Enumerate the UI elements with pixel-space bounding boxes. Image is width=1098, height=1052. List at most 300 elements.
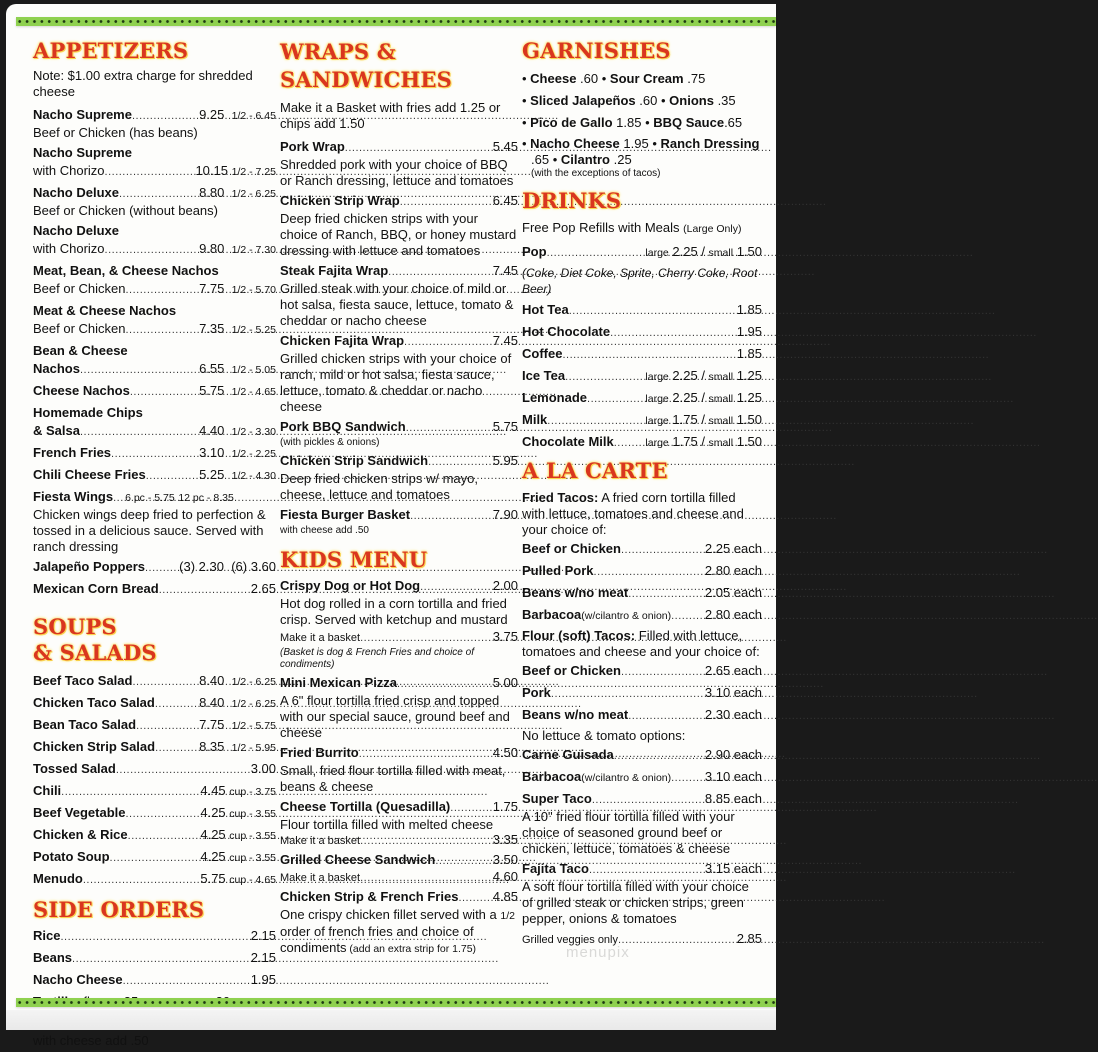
item-cup-price: cup - 3.55 (229, 830, 276, 842)
leader-dots (621, 541, 705, 559)
item-price: 2.80 each (704, 563, 762, 578)
leader-dots (400, 193, 493, 211)
heading-line: SANDWICHES (280, 67, 452, 92)
item-half-price: 1/2 - 4.65 (231, 386, 276, 398)
item-price: 5.45 (492, 139, 518, 154)
column-left (33, 38, 276, 1052)
leader-dots (360, 629, 493, 647)
item-price: 8.35 (199, 739, 225, 754)
taco-item (522, 930, 762, 949)
leader-dots (404, 333, 493, 351)
item-extra: (w/cilantro & onion) (581, 772, 672, 784)
flour-tacos-intro (522, 628, 762, 660)
garnish-price: .60 (639, 93, 658, 108)
menu-item (33, 971, 276, 990)
menu-item (33, 444, 276, 463)
menu-item (33, 404, 276, 441)
leader-dots (587, 390, 645, 408)
leader-dots (61, 783, 200, 801)
menu-item (33, 826, 276, 845)
size-label: large (645, 415, 669, 427)
garnish-line: • Nacho Cheese 1.95 • Ranch Dressing .65 • Cilantro .25 (522, 136, 760, 167)
leader-dots (671, 769, 705, 787)
drink-item: Milk ..... large 1.75 / small 1.50 (522, 411, 762, 430)
item-note: (with pickles & onions) (280, 437, 380, 448)
menu-item (280, 418, 518, 449)
item-name: Crispy Dog or Hot Dog (280, 578, 421, 593)
item-cup-price: cup - 3.55 (229, 808, 276, 820)
menu-item (280, 744, 518, 795)
menu-item (33, 184, 276, 219)
menu-item (33, 106, 276, 141)
taco-item (522, 606, 762, 625)
drinks-heading: DRINKS (522, 188, 622, 213)
appetizers-heading: APPETIZERS (33, 38, 189, 63)
item-desc: with cheese add .50 (33, 1033, 149, 1048)
intro-label: Fried Tacos: (522, 490, 599, 505)
menu-item (33, 262, 276, 299)
menu-item (280, 798, 518, 848)
menu-item (33, 782, 276, 801)
garnish-name: Sliced Jalapeños (530, 93, 636, 108)
item-name: Pulled Pork (522, 563, 594, 578)
item-price: 8.80 (199, 185, 225, 200)
item-price: 6.55 (199, 361, 225, 376)
item-name: Pork Wrap (280, 139, 345, 154)
leader-dots (83, 871, 201, 889)
leader-dots (145, 559, 179, 577)
item-name: Grilled veggies only (522, 934, 618, 946)
leader-dots (547, 244, 646, 262)
menu-item (33, 222, 276, 259)
soups-heading (33, 614, 276, 666)
item-name: Cheese Tortilla (Quesadilla) (280, 799, 451, 814)
garnishes-section (522, 38, 762, 180)
taco-item (522, 706, 762, 725)
item-price: 2.80 each (704, 607, 762, 622)
leader-dots (155, 695, 199, 713)
leader-dots (551, 685, 705, 703)
item-half-price: 1/2 - 7.30 (231, 244, 276, 256)
item-price: 4.45 (200, 783, 226, 798)
size-label: small (708, 371, 734, 383)
item-name: Beef Taco Salad (33, 673, 133, 688)
item-subline: with Chorizo (33, 241, 105, 256)
leader-dots (410, 507, 493, 525)
top-dotted-border (16, 17, 776, 26)
leader-dots (592, 791, 705, 809)
heading-line: & SALADS (33, 640, 157, 665)
item-price: 7.75 (199, 717, 225, 732)
leader-dots (128, 827, 201, 845)
item-name: Beans (33, 950, 73, 965)
wraps-note: Make it a Basket with fries add 1.25 or chips add 1.50 (280, 100, 501, 131)
item-half-price: 1/2 - 5.05 (231, 364, 276, 376)
item-price: 7.45 (492, 263, 518, 278)
pop-flavors: (Coke, Diet Coke, Sprite, Cherry Coke, Root Beer) (522, 266, 758, 296)
garnish-price: .65 (531, 152, 550, 167)
item-name: Fiesta Wings (33, 489, 114, 504)
small-price: 1.50 (736, 434, 762, 449)
item-name: Chicken Strip Salad (33, 739, 156, 754)
item-price: 7.90 (492, 507, 518, 522)
basket-price: 3.75 (492, 629, 518, 644)
item-price: 9.25 (199, 107, 225, 122)
menu-item (280, 332, 518, 415)
leader-dots (146, 467, 199, 485)
item-cup-price: cup - 4.65 (229, 874, 276, 886)
garnish-line: • Sliced Jalapeños .60 • Onions .35 (522, 93, 736, 108)
item-name: Milk (522, 412, 548, 427)
leader-dots (345, 139, 493, 157)
column-middle (280, 38, 518, 960)
menu-item (280, 262, 518, 329)
taco-item (522, 746, 762, 765)
leader-dots (562, 346, 736, 364)
soups-salads-section (33, 614, 276, 889)
note-text: Free Pop Refills with Meals (522, 220, 680, 235)
item-price: 3.00 (250, 761, 276, 776)
item-price: 6.45 (492, 193, 518, 208)
taco-item (522, 860, 762, 927)
large-price: 2.25 (672, 368, 698, 383)
item-name: Beans w/no meat (522, 585, 629, 600)
leader-dots (458, 889, 492, 907)
appetizers-section (33, 38, 276, 599)
item-price: 4.25 (200, 805, 226, 820)
menu-item (33, 382, 276, 401)
garnish-name: BBQ Sauce (653, 115, 725, 130)
item-name: Grilled Cheese Sandwich (280, 852, 436, 867)
leader-dots (547, 412, 645, 430)
menu-item (33, 694, 276, 713)
leader-dots (618, 931, 737, 949)
leader-dots (628, 585, 705, 603)
menu-item (33, 466, 276, 485)
item-subline: & Salsa (33, 423, 80, 438)
size-label: large (645, 393, 669, 405)
menu-item (33, 580, 276, 599)
garnish-name: Nacho Cheese (530, 136, 620, 151)
item-name: Meat & Cheese Nachos (33, 303, 177, 318)
menu-item (280, 888, 518, 957)
menu-item (33, 738, 276, 757)
item-desc: Small, fried flour tortilla filled with meat, beans & cheese (280, 763, 506, 794)
item-half-price: 1/2 - 5.75 (231, 720, 276, 732)
garnish-name: Onions (669, 93, 714, 108)
item-subline: Beef or Chicken (33, 281, 126, 296)
item-name: Chicken Taco Salad (33, 695, 155, 710)
item-price: 7.45 (492, 333, 518, 348)
menu-item (280, 192, 518, 259)
item-name: Barbacoa (522, 769, 582, 784)
drink-item (522, 345, 762, 364)
leader-dots (110, 849, 201, 867)
large-price: 2.25 (672, 390, 698, 405)
large-price: 1.75 (672, 434, 698, 449)
item-name: Chicken & Rice (33, 827, 128, 842)
item-name: Menudo (33, 871, 83, 886)
item-price: 3.15 each (704, 861, 762, 876)
menu-item (280, 851, 518, 885)
leader-dots (614, 434, 646, 452)
item-price: 2.00 (492, 578, 518, 593)
item-subline: Beef or Chicken (33, 321, 126, 336)
item-price: 5.95 (492, 453, 518, 468)
menu-item (280, 674, 518, 741)
menu-item (33, 672, 276, 691)
item-name: Pop (522, 244, 547, 259)
leader-dots (126, 281, 200, 299)
item-price: 5.25 (199, 467, 225, 482)
item-note: (Basket is dog & French Fries and choice of condiments) (280, 647, 474, 670)
item-name: Chicken Fajita Wrap (280, 333, 405, 348)
leader-dots (159, 581, 251, 599)
item-name: Chili (33, 783, 62, 798)
item-name: Chili Cheese Fries (33, 467, 146, 482)
taco-item (522, 768, 762, 787)
item-name: Coffee (522, 346, 563, 361)
garnish-name: Cilantro (560, 152, 610, 167)
garnish-name: Ranch Dressing (660, 136, 760, 151)
leader-dots (565, 368, 645, 386)
taco-item (522, 684, 762, 703)
drinks-section (522, 188, 762, 452)
kids-menu-section (280, 547, 518, 957)
item-half-price: 1/2 - 4.30 (231, 470, 276, 482)
item-name: Cheese Nachos (33, 383, 130, 398)
leader-dots (111, 445, 199, 463)
no-lettuce-heading: No lettuce & tomato options: (522, 728, 686, 743)
item-half-price: 1/2 - 5.95 (231, 742, 276, 754)
garnish-line: • Pico de Gallo 1.85 • BBQ Sauce.65 (522, 115, 743, 130)
item-name: Fajita Taco (522, 861, 589, 876)
size-label: small (708, 393, 734, 405)
heading-line: SOUPS (33, 614, 117, 639)
small-price: 1.50 (736, 412, 762, 427)
item-name: Hot Tea (522, 302, 569, 317)
intro-text: A fried corn tortilla filled with lettuce, tomatoes and cheese and your choice of: (522, 490, 744, 537)
leader-dots (420, 578, 493, 596)
item-name: Beans w/no meat (522, 707, 629, 722)
item-desc: Deep fried chicken strips with your choice of Ranch, BBQ, or honey mustard dressing with lettuce and tomatoes (280, 211, 517, 258)
item-price: 5.75 (492, 419, 518, 434)
item-price: 6 pc - 5.75 (125, 492, 175, 504)
item-price: 5.00 (492, 675, 518, 690)
basket-price: 4.60 (492, 869, 518, 884)
item-name: Meat, Bean, & Cheese Nachos (33, 263, 219, 278)
item-name: Chicken Strip & French Fries (280, 889, 459, 904)
drink-item: Chocolate Milk ..... large 1.75 / small 1.50 (522, 433, 762, 452)
item-half-price: 1/2 - 6.45 (231, 110, 276, 122)
garnish-name: Cheese (530, 71, 577, 86)
leader-dots (123, 972, 251, 990)
item-name: Nacho Supreme (33, 145, 132, 160)
item-price: 2.05 each (704, 585, 762, 600)
item-price: 8.85 each (704, 791, 762, 806)
item-price: 8.40 (199, 673, 225, 688)
item-price: 7.75 (199, 281, 225, 296)
garnish-price: .75 (687, 71, 706, 86)
menu-item (33, 488, 276, 555)
item-half-price: 1/2 - 5.25 (231, 324, 276, 336)
taco-item (522, 540, 762, 559)
leader-dots (589, 861, 705, 879)
garnish-price: .65 (724, 115, 743, 130)
item-price: 1.95 (250, 972, 276, 987)
item-price: 2.15 (250, 950, 276, 965)
basket-price: 3.35 (492, 832, 518, 847)
item-price: (3) 2.30 (179, 559, 224, 574)
item-name: Barbacoa (522, 607, 582, 622)
item-desc: Chicken wings deep fried to perfection & tossed in a delicious sauce. Served with ranch dressing (33, 507, 266, 554)
item-desc: A 10" fried flour tortilla filled with your choice of seasoned ground beef or chicken, lettuce, tomatoes & cheese (522, 809, 735, 856)
item-desc: Beef or Chicken (without beans) (33, 203, 218, 218)
column-right (522, 38, 762, 949)
menu-item (33, 342, 276, 379)
garnish-name: Pico de Gallo (530, 115, 613, 130)
leader-dots (594, 563, 705, 581)
item-half-price: 1/2 - 6.25 (231, 188, 276, 200)
leader-dots (450, 799, 492, 817)
item-half-price: 1/2 - 3.30 (231, 426, 276, 438)
item-half-price: 1/2 - 6.25 (231, 698, 276, 710)
garnish-name: Sour Cream (609, 71, 684, 86)
item-name: Homemade Chips (33, 405, 143, 420)
menu-item (280, 138, 518, 189)
item-name: Nacho Cheese (33, 972, 123, 987)
page-bottom-edge (6, 1010, 776, 1030)
leader-dots (428, 453, 493, 471)
item-name: Ice Tea (522, 368, 566, 383)
item-name: Nacho Supreme (33, 107, 132, 122)
size-label: small (708, 415, 734, 427)
desc-part: 1/2 (500, 910, 515, 922)
drink-item (522, 323, 762, 342)
small-price: 1.25 (736, 368, 762, 383)
leader-dots (397, 675, 493, 693)
menu-item (33, 760, 276, 779)
item-name: Fried Burrito (280, 745, 359, 760)
item-price: 2.25 each (704, 541, 762, 556)
appetizers-note: Note: $1.00 extra charge for shredded cheese (33, 68, 253, 99)
item-price: 2.15 (250, 928, 276, 943)
item-price: 4.50 (492, 745, 518, 760)
item-half-price: 1/2 - 7.25 (231, 166, 276, 178)
menu-item (33, 927, 276, 946)
item-name: Carne Guisada (522, 747, 614, 762)
intro-text: Filled with lettuce, tomatoes and cheese and your choice of: (522, 628, 760, 659)
item-extra: (w/cilantro & onion) (581, 610, 672, 622)
drinks-note (522, 220, 762, 237)
garnishes-heading: GARNISHES (522, 38, 671, 63)
item-name: Chocolate Milk (522, 434, 614, 449)
kids-menu-heading: KIDS MENU (280, 547, 428, 572)
fried-tacos-intro (522, 490, 762, 538)
item-name: Beef or Chicken (522, 541, 621, 556)
item-half-price: 1/2 - 2.25 (231, 448, 276, 460)
leader-dots (360, 835, 493, 848)
item-name: Pork BBQ Sandwich (280, 419, 406, 434)
bottom-dotted-border (16, 998, 776, 1007)
item-price: 3.10 (199, 445, 225, 460)
item-desc: Flour tortilla filled with melted cheese (280, 817, 494, 832)
garnish-price: .35 (717, 93, 736, 108)
item-half-price: 1/2 - 5.70 (231, 284, 276, 296)
size-label: small (708, 437, 734, 449)
item-price: 1.85 (736, 346, 762, 361)
leader-dots (105, 163, 196, 181)
leader-dots (113, 489, 125, 507)
menu-item (33, 949, 276, 968)
item-half-price: (6) 3.60 (231, 559, 276, 574)
menu-item (33, 804, 276, 823)
item-price: 10.15 (195, 163, 228, 178)
item-subline: Nachos (33, 361, 80, 376)
item-price: 4.40 (199, 423, 225, 438)
leader-dots (72, 950, 251, 968)
item-desc: Beef or Chicken (has beans) (33, 125, 198, 140)
item-price: 2.65 (250, 581, 276, 596)
wraps-section (280, 38, 518, 537)
menu-item (280, 506, 518, 537)
intro-label: Flour (soft) Tacos: (522, 628, 636, 643)
leader-dots (132, 107, 199, 125)
leader-dots (105, 241, 200, 259)
item-name: French Fries (33, 445, 112, 460)
garnish-price: .60 (580, 71, 599, 86)
leader-dots (80, 361, 199, 379)
item-desc (280, 907, 518, 957)
item-desc: Shredded pork with your choice of BBQ or Ranch dressing, lettuce and tomatoes (280, 157, 514, 188)
item-desc: Grilled chicken strips with your choice of ranch, mild or hot salsa, fiesta sauce, lettuce, tomato & cheddar or nacho cheese (280, 351, 512, 414)
leader-dots (119, 185, 199, 203)
leader-dots (359, 745, 493, 763)
item-desc: Hot dog rolled in a corn tortilla and fried crisp. Served with ketchup and mustard (280, 596, 508, 627)
item-name: Steak Fajita Wrap (280, 263, 389, 278)
item-subline: with Chorizo (33, 163, 105, 178)
item-price: 2.65 each (704, 663, 762, 678)
leader-dots (671, 607, 705, 625)
item-price: 5.75 (200, 871, 226, 886)
basket-option: Make it a basket (280, 872, 361, 884)
wraps-heading (280, 38, 518, 94)
menu-item (33, 716, 276, 735)
item-name: Nacho Deluxe (33, 223, 119, 238)
item-price: 2.90 each (704, 747, 762, 762)
heading-line: WRAPS & (280, 39, 396, 64)
watermark: menupix (566, 944, 630, 961)
menu-item (33, 302, 276, 339)
drink-item (522, 301, 762, 320)
note-small: (Large Only) (683, 223, 742, 235)
leader-dots (569, 302, 737, 320)
item-half-price: 1/2 - 6.25 (231, 676, 276, 688)
item-price: 4.85 (492, 889, 518, 904)
item-price: 1.75 (492, 799, 518, 814)
leader-dots (155, 739, 199, 757)
side-orders-heading: SIDE ORDERS (33, 897, 205, 922)
size-label: large (645, 437, 669, 449)
small-price: 1.50 (736, 244, 762, 259)
garnish-price: 1.95 (623, 136, 649, 151)
taco-item (522, 790, 762, 857)
item-name: Mini Mexican Pizza (280, 675, 398, 690)
size-label: small (708, 247, 734, 259)
item-desc: Grilled steak with your choice of mild or hot salsa, fiesta sauce, lettuce, tomato & cheddar or nacho cheese (280, 281, 514, 328)
item-name: Fiesta Burger Basket (280, 507, 411, 522)
leader-dots (628, 707, 705, 725)
